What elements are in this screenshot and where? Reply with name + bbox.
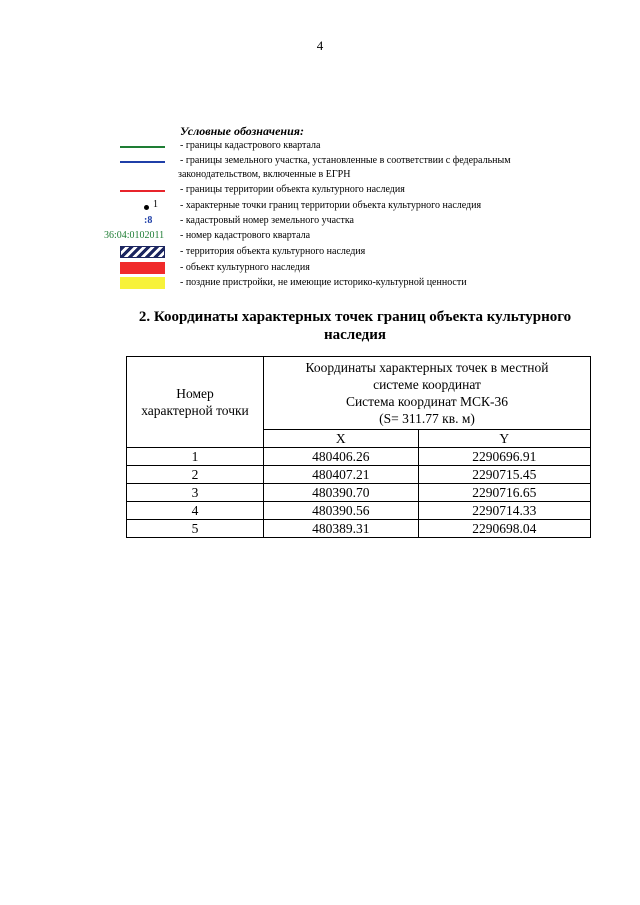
point-number-cell: 4 bbox=[127, 502, 264, 520]
x-header: X bbox=[264, 430, 419, 448]
quarter-number-label: 36:04:0102011 bbox=[104, 230, 165, 241]
red-swatch-icon bbox=[120, 262, 165, 274]
legend-text: - границы территории объекта культурного наследия bbox=[180, 184, 405, 195]
x-cell: 480390.56 bbox=[264, 502, 419, 520]
header-text: характерной точки bbox=[141, 403, 249, 418]
legend-item-quarter-boundary bbox=[0, 139, 640, 155]
y-cell: 2290714.33 bbox=[418, 502, 590, 520]
point-number-cell: 3 bbox=[127, 484, 264, 502]
y-cell: 2290696.91 bbox=[418, 448, 590, 466]
header-text: Система координат МСК-36 bbox=[345, 394, 509, 409]
red-line-icon bbox=[120, 190, 165, 192]
point-number-cell: 2 bbox=[127, 466, 264, 484]
header-text: (S= 311.77 кв. м) bbox=[379, 411, 475, 426]
legend-text: - номер кадастрового квартала bbox=[180, 230, 311, 241]
y-cell: 2290698.04 bbox=[418, 520, 590, 538]
legend-text: - границы кадастрового квартала bbox=[180, 140, 321, 151]
point-number-cell: 5 bbox=[127, 520, 264, 538]
y-cell: 2290715.45 bbox=[418, 466, 590, 484]
legend-symbol bbox=[104, 214, 176, 230]
green-line-icon bbox=[120, 146, 165, 148]
legend-item-heritage-boundary bbox=[0, 183, 640, 199]
table-row bbox=[127, 484, 591, 502]
section-heading-line1: 2. Координаты характерных точек границ объекта культурного bbox=[138, 309, 572, 325]
legend-item-cadastral-number bbox=[0, 214, 640, 230]
section-heading bbox=[110, 308, 600, 344]
legend-text: - границы земельного участка, установленные в соответствии с федеральным bbox=[180, 155, 511, 166]
legend-item-quarter-number bbox=[0, 229, 640, 245]
point-number-cell: 1 bbox=[127, 448, 264, 466]
legend-symbol bbox=[104, 276, 176, 292]
legend-symbol bbox=[104, 229, 176, 245]
y-header: Y bbox=[418, 430, 590, 448]
legend-item-late-extensions bbox=[0, 276, 640, 292]
legend-item-boundary-points bbox=[0, 199, 640, 215]
x-cell: 480407.21 bbox=[264, 466, 419, 484]
legend-symbol bbox=[104, 139, 176, 155]
legend-symbol bbox=[104, 199, 176, 215]
table-row bbox=[127, 466, 591, 484]
legend-item-parcel-boundary-cont bbox=[0, 168, 640, 184]
table-row bbox=[127, 448, 591, 466]
header-text: Номер bbox=[176, 386, 214, 401]
legend-item-heritage-territory bbox=[0, 245, 640, 261]
legend-symbol bbox=[104, 245, 176, 261]
hatch-swatch-icon bbox=[120, 246, 165, 258]
header-text: Координаты характерных точек в местной bbox=[305, 360, 549, 375]
legend-text-continuation: законодательством, включенные в ЕГРН bbox=[178, 169, 351, 180]
point-number-header bbox=[127, 357, 264, 448]
page-number: 4 bbox=[316, 38, 324, 53]
table-row bbox=[127, 502, 591, 520]
coordinates-table bbox=[126, 356, 591, 538]
yellow-swatch-icon bbox=[120, 277, 165, 289]
legend-symbol bbox=[104, 183, 176, 199]
legend-text: - объект культурного наследия bbox=[180, 262, 310, 273]
legend-text: - территория объекта культурного наследия bbox=[180, 246, 366, 257]
x-cell: 480406.26 bbox=[264, 448, 419, 466]
table-row bbox=[127, 520, 591, 538]
x-cell: 480390.70 bbox=[264, 484, 419, 502]
legend-symbol bbox=[104, 261, 176, 277]
x-cell: 480389.31 bbox=[264, 520, 419, 538]
y-cell: 2290716.65 bbox=[418, 484, 590, 502]
legend-text: - поздние пристройки, не имеющие историко-культурной ценности bbox=[180, 277, 467, 288]
coordinates-header bbox=[264, 357, 591, 430]
legend-title: Условные обозначения: bbox=[180, 124, 304, 138]
point-dot-icon bbox=[144, 205, 149, 210]
legend-item-heritage-object bbox=[0, 261, 640, 277]
table-header-row bbox=[127, 357, 591, 430]
header-text: системе координат bbox=[373, 377, 481, 392]
legend-text: - характерные точки границ территории объекта культурного наследия bbox=[180, 200, 482, 211]
section-heading-line2: наследия bbox=[323, 327, 387, 343]
legend-text: - кадастровый номер земельного участка bbox=[180, 215, 354, 226]
point-label: 1 bbox=[153, 199, 158, 210]
blue-line-icon bbox=[120, 161, 165, 163]
cadastral-number-label: :8 bbox=[144, 215, 153, 226]
